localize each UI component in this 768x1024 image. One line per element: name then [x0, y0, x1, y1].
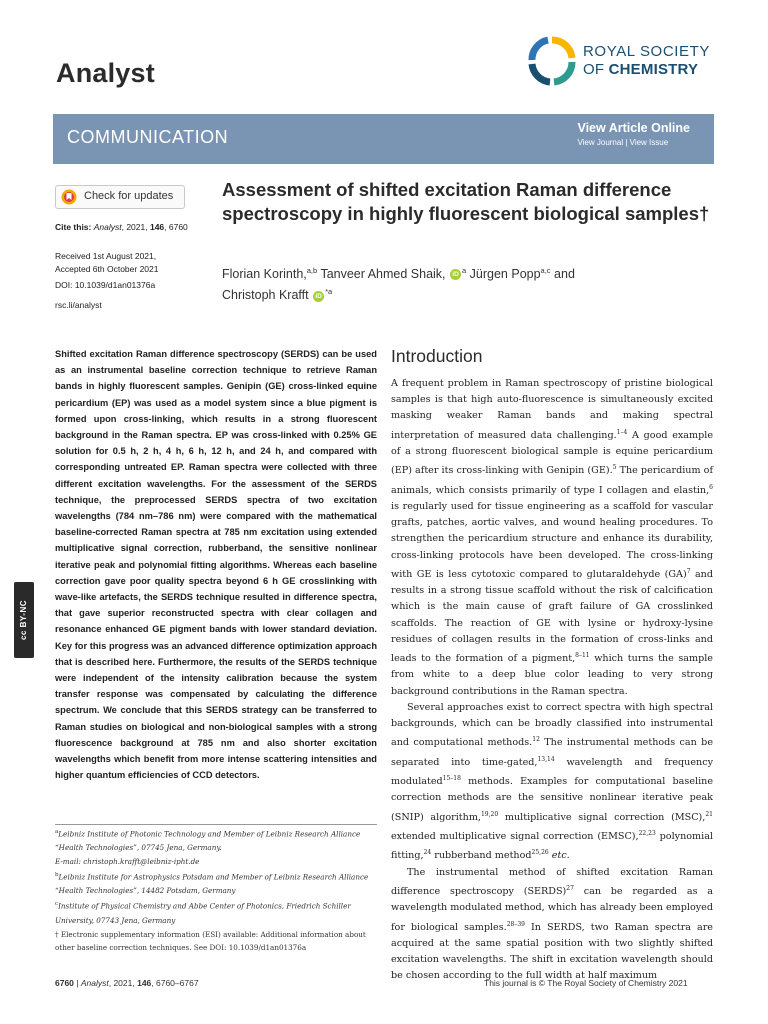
- corresponding-email: [55, 855, 377, 869]
- author-popp[interactable]: Jürgen Popp: [466, 267, 541, 282]
- citation-ref[interactable]: 25,26: [531, 849, 549, 857]
- intro-paragraph-3: The instrumental method of shifted excitation Raman difference spectroscopy (SERDS)$^{27}$ can be regarded as a wavelength modulated method, which has already been employed for biological samples.$^{28-39}$ In SERDS, two Raman spectra are acquired at the same spatial position with two slightly shifted excitation wavelengths. The shift in excitation wavelength should be chosen according to the full width at half maximum: [391, 866, 714, 982]
- citation: Cite this: Analyst, 2021, 146, 6760: [55, 222, 188, 232]
- accepted-date: Accepted 6th October 2021: [55, 264, 159, 274]
- check-for-updates-label: Check for updates: [84, 190, 174, 202]
- citation-ref[interactable]: 12: [532, 736, 540, 744]
- citation-ref[interactable]: 13,14: [537, 755, 555, 763]
- orcid-icon[interactable]: iD: [450, 269, 461, 280]
- citation-ref[interactable]: 1–4: [616, 428, 628, 436]
- citation-ref[interactable]: 15–18: [442, 774, 461, 782]
- author-krafft[interactable]: Christoph Krafft: [222, 288, 309, 303]
- intro-paragraph-2: Several approaches exist to correct spectra with high spectral backgrounds, which can be broadly classified into instrumental and computational methods.$^{12}$ The instrumental methods can be separated into time-gated,$^{13,14}$ wavelength and frequency modulated$^{15-18}$ methods. Examples for computational baseline correction methods are the sensitive nonlinear iterative peak (SNIP) algorithm,$^{19,20}$ multiplicative signal correction (MSC),$^{21}$ extended multiplicative signal correction (EMSC),$^{22,23}$ polynomial fitting,$^{24}$ rubberband method$^{25,26}$ etc.: [391, 701, 713, 862]
- view-journal-link[interactable]: View Journal: [577, 138, 624, 147]
- affil-text: Leibniz Institute of Photonic Technology and Member of Leibniz Research Alliance “Health Technologies”, 07745 Jena, Germany.: [55, 829, 361, 853]
- view-article-online-link[interactable]: View Article Online: [577, 121, 690, 135]
- intro-paragraph-1: A frequent problem in Raman spectroscopy of pristine biological samples is that high auto-fluorescence is simultaneously excited masking weaker Raman bands and making spectral interpretation of measured data challenging.$^{1-4}$ A good example of a strong fluorescent biological sample is equine pericardium (EP) after its cross-linking with Genipin (GE).$^5$ The pericardium of animals, which consists primarily of type I collagen and elastin,$^6$ is regularly used for tissue engineering as a scaffold for vascular grafts, patches, aortic valves, and wound healing procedures. To strengthen the pericardium structure and enhance its durability, cross-linking protocols have been developed. The cross-linking with GE is less cytotoxic compared to glutaraldehyde (GA)$^7$ and results in a strong tissue scaffold without the risk of calcification which is the main cause of graft failure of GA crosslinked scaffolds. The reaction of GE with lysine or hydroxy-lysine residues of collagen results in the formation of cross-links and leads to the formation of a pigment,$^{8-11}$ which turns the sample from white to a deep blue color leading to very strong background contributions in the Raman spectra.: [391, 378, 713, 697]
- received-date: Received 1st August 2021,: [55, 251, 157, 261]
- affiliation-a: [55, 826, 377, 855]
- author-affil-sup: a,b: [306, 266, 318, 275]
- link-separator: |: [623, 138, 630, 147]
- citation-ref[interactable]: 28–39: [506, 920, 525, 928]
- citation-ref[interactable]: 6: [709, 483, 713, 491]
- affil-text: Leibniz Institute for Astrophysics Potsdam and Member of Leibniz Research Alliance “Health Technologies”, 14482 Potsdam, Germany: [55, 872, 369, 896]
- author-affil-sup: a: [462, 266, 467, 275]
- footer-citation: 6760 | Analyst, 2021, 146, 6760–6767: [55, 978, 199, 988]
- rsc-logo[interactable]: [528, 36, 718, 86]
- publisher-line1: ROYAL SOCIETY: [583, 43, 710, 60]
- author-korinth[interactable]: Florian Korinth,: [222, 267, 307, 282]
- cc-by-nc-icon: cc BY-NC: [19, 600, 28, 641]
- affiliation-b: [55, 869, 377, 898]
- author-shaik[interactable]: Tanveer Ahmed Shaik,: [317, 267, 446, 282]
- affil-marker: b: [55, 872, 59, 879]
- affiliation-c: [55, 898, 377, 927]
- article-type: COMMUNICATION: [67, 127, 229, 147]
- footnote-divider: [55, 824, 377, 825]
- citation-ref[interactable]: 24: [423, 849, 432, 857]
- citation-ref[interactable]: 7: [686, 567, 691, 575]
- footer-copyright: This journal is © The Royal Society of Chemistry 2021: [484, 978, 688, 988]
- view-links-group: [577, 121, 690, 147]
- affil-marker: c: [55, 901, 59, 908]
- cc-license-badge[interactable]: [14, 582, 34, 658]
- affil-text: Institute of Physical Chemistry and Abbe Center of Photonics, Friedrich Schiller University, 07743 Jena, Germany: [55, 901, 351, 925]
- citation-ref[interactable]: 5: [612, 464, 617, 472]
- publisher-line2: OF CHEMISTRY: [583, 61, 699, 78]
- citation-ref[interactable]: 22,23: [638, 829, 656, 837]
- view-issue-link[interactable]: View Issue: [629, 138, 669, 147]
- author-affil-sup: a,c: [540, 266, 551, 275]
- introduction-heading: Introduction: [391, 346, 483, 366]
- citation-ref[interactable]: 27: [566, 884, 574, 892]
- orcid-icon[interactable]: iD: [313, 291, 324, 302]
- journal-site-link[interactable]: rsc.li/analyst: [55, 300, 102, 310]
- author-conjunction: and: [550, 267, 575, 282]
- article-type-banner: [53, 114, 714, 164]
- affil-marker: a: [55, 829, 59, 835]
- check-for-updates-button[interactable]: [55, 185, 185, 209]
- citation-ref[interactable]: 19,20: [480, 810, 499, 818]
- author-list: [222, 262, 722, 304]
- bookmark-update-icon: [61, 189, 77, 205]
- citation-ref[interactable]: 21: [705, 810, 713, 818]
- article-title: Assessment of shifted excitation Raman difference spectroscopy in highly fluorescent biological samples†: [222, 179, 710, 224]
- view-links-row: [577, 138, 690, 147]
- journal-title: Analyst: [56, 58, 155, 88]
- introduction-body: [391, 376, 713, 985]
- rsc-logo-icon: [528, 36, 576, 86]
- abstract: Shifted excitation Raman difference spectroscopy (SERDS) can be used as an instrumental baseline correction technique to retrieve Raman bands in highly fluorescent samples. Genipin (GE) cross-linked equine pericardium (EP) was used as a model system since a blue pigment is formed upon cross-linking, which results in a strong fluorescent background in the Raman spectra. EP was cross-linked with 0.25% GE solution for 0.5 h, 2 h, 4 h, 6 h, 12 h, and 24 h, and compared with corresponding untreated EP. Raman spectra were collected with three different excitation wavelengths. For the assessment of the SERDS technique, the preprocessed SERDS spectra of two excitation wavelengths (784 nm–786 nm) were compared with the mathematical baseline-corrected Raman spectra at 785 nm excitation using extended multiplicative signal correction, rubberband, the sensitive nonlinear iterative peak and polynomial fitting algorithms. Whereas each baseline correction gave poor quality spectra beyond 6 h GE crosslinking with wave-like artefacts, the SERDS technique resulted in difference spectra, that gave superior reconstructed spectra with clear collagen and resonance enhanced GE pigment bands with lower standard deviation. Key for this progress was an advanced difference optimization approach that is described here. Furthermore, the results of the SERDS technique were independent of the intensity calibration because the system transfer response was compensated by calculating the difference spectrum. We conclude that this SERDS strategy can be transferred to Raman studies on biological and non-biological samples with a strong fluorescence background at 785 nm and also shorter excitation wavelengths which benefit from more intense scattering intensities and higher quantum efficiencies of CCD detectors.: [55, 349, 377, 781]
- affiliations: [55, 826, 377, 955]
- email-text[interactable]: E-mail: christoph.krafft@leibniz-ipht.de: [55, 857, 200, 867]
- esi-note: † Electronic supplementary information (ESI) available: Additional information about other baseline correction techniques. See DOI: 10.1039/d1an01376a: [55, 929, 366, 953]
- citation-ref[interactable]: 8–11: [575, 652, 590, 659]
- doi[interactable]: DOI: 10.1039/d1an01376a: [55, 280, 156, 290]
- author-affil-sup: *a: [325, 287, 333, 297]
